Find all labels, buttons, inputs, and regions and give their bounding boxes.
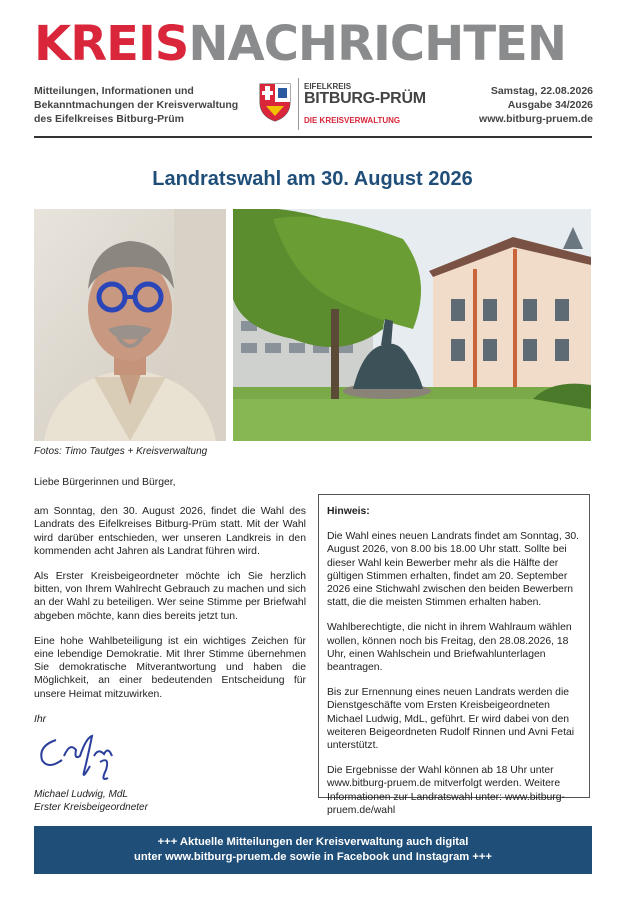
- portrait-photo: [34, 209, 226, 441]
- photo-caption: Fotos: Timo Tautges + Kreisverwaltung: [34, 446, 208, 457]
- signer-title: Erster Kreisbeigeordneter: [34, 802, 148, 813]
- notice-paragraph: Die Ergebnisse der Wahl können ab 18 Uhr unter www.bitburg-pruem.de mitverfolgt werden. Weitere Informationen zur Landratswahl unter: www.bitburg-pruem.de/wahl: [327, 765, 565, 816]
- letter-paragraph: Als Erster Kreisbeigeordneter möchte ich Sie herzlich bitten, von Ihrem Wahlrecht Gebrauch zu machen und sich an der Wahl zu beteiligen. Wer seine Stimme per Briefwahl abgeben möchte, kann dies bereits jetzt tun.: [34, 571, 306, 622]
- notice-title: Hinweis:: [327, 506, 370, 517]
- masthead-grey: NACHRICHTEN: [188, 16, 567, 72]
- notice-paragraph: Die Wahl eines neuen Landrats findet am Sonntag, 30. August 2026, von 8.00 bis 18.00 Uhr statt. Sollte bei dieser Wahl kein Bewerber mehr als die Hälfte der gültigen Stimmen erhalten, findet am 20. September 2026 eine Stichwahl zwischen den beiden Bewerbern statt, die die meisten Stimmen erhalten haben.: [327, 531, 580, 609]
- logo-line-2: BITBURG-PRÜM: [304, 90, 426, 107]
- footer-banner: [34, 826, 592, 874]
- logo-divider: [298, 78, 299, 130]
- district-building-photo: [233, 209, 591, 441]
- notice-box: [318, 494, 590, 816]
- publication-description: [34, 84, 249, 126]
- letter-paragraph: am Sonntag, den 30. August 2026, findet die Wahl des Landrats des Eifelkreises Bitburg-Prüm statt. Mit der Wahl wird darüber entschieden, wer unseren Landkreis in den kommenden acht Jahren als Landrat führen wird.: [34, 506, 306, 557]
- description-line: Mitteilungen, Informationen und: [34, 85, 194, 97]
- description-line: des Eifelkreises Bitburg-Prüm: [34, 113, 184, 125]
- header-rule: [34, 136, 592, 138]
- footer-line-2: unter www.bitburg-pruem.de sowie in Facebook und Instagram +++: [134, 851, 492, 863]
- letter-salutation: Liebe Bürgerinnen und Bürger,: [34, 477, 176, 488]
- issue-number: Ausgabe 34/2026: [507, 99, 593, 111]
- article-headline: Landratswahl am 30. August 2026: [152, 168, 473, 190]
- letter-paragraph: Eine hohe Wahlbeteiligung ist ein wichtiges Zeichen für eine lebendige Demokratie. Mit Ihrer Stimme übernehmen Sie demokratische Mitverantwortung und haben die Möglichkeit, an einer bedeutenden Entscheidung für unsere Heimat mitzuwirken.: [34, 635, 306, 700]
- issue-date: Samstag, 22.08.2026: [490, 85, 593, 97]
- signer-name: Michael Ludwig, MdL: [34, 789, 128, 800]
- district-logo: [256, 78, 426, 132]
- notice-paragraph: Wahlberechtigte, die nicht in ihrem Wahlraum wählen wollen, können noch bis Freitag, den 28.08.2026, 18 Uhr, einen Wahlschein und Briefwahlunterlagen beantragen.: [327, 622, 572, 674]
- website-link[interactable]: www.bitburg-pruem.de: [479, 113, 593, 125]
- letter-body: [34, 476, 306, 738]
- logo-line-1: EIFELKREIS: [304, 82, 352, 91]
- coat-of-arms-icon: [258, 82, 292, 122]
- masthead-title: [34, 14, 594, 74]
- handwritten-signature: [34, 726, 154, 786]
- logo-line-3: DIE KREISVERWALTUNG: [304, 116, 401, 125]
- footer-line-1: +++ Aktuelle Mitteilungen der Kreisverwaltung auch digital: [157, 836, 469, 848]
- notice-paragraph: Bis zur Ernennung eines neuen Landrats werden die Dienstgeschäfte vom Ersten Kreisbeigeordneten Michael Ludwig, MdL, geführt. Er wird dabei von den weiteren Beigeordneten Rudolf Rinnen und Avni Fetai unterstützt.: [327, 687, 575, 752]
- issue-info: [479, 84, 593, 126]
- letter-closing: Ihr: [34, 713, 47, 725]
- masthead-red: KREIS: [34, 16, 189, 72]
- signer-block: [34, 788, 148, 814]
- description-line: Bekanntmachungen der Kreisverwaltung: [34, 99, 239, 111]
